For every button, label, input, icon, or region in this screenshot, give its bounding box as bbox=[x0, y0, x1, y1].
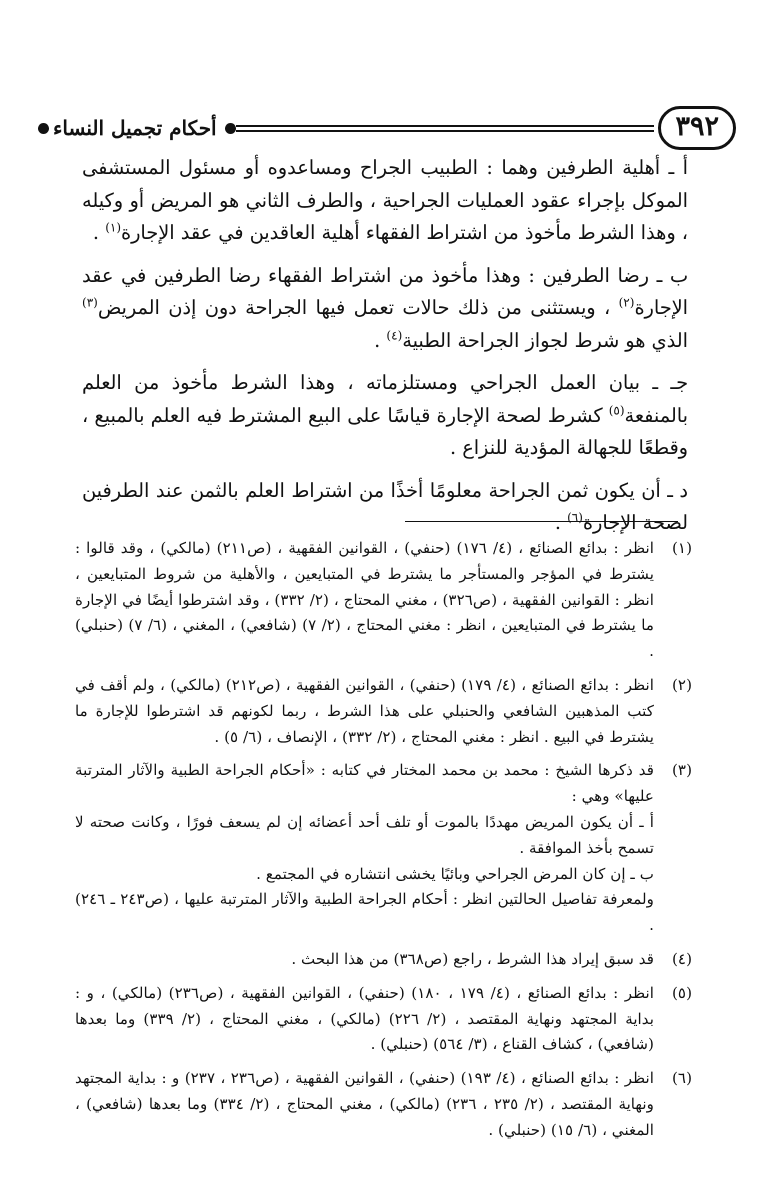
paragraph-text: أ ـ أهلية الطرفين وهما : الطبيب الجراح ومساعدوه أو مسئول المستشفى الموكل بإجراء عقود العمليات الجراحية ، والطرف الثاني هو المريض أو وكيله ، وهذا الشرط مأخوذ من اشتراط الفقهاء أهلية العاقدين في عقد الإجارة bbox=[82, 156, 688, 244]
footnote-line: ولمعرفة تفاصيل الحالتين انظر : أحكام الجراحة الطبية والآثار المترتبة عليها ، (ص٢٤٣ ـ ٢٤٦) . bbox=[75, 890, 654, 935]
footnote-6 bbox=[75, 1066, 692, 1143]
footnote-text bbox=[75, 758, 654, 939]
footnote-line: ب ـ إن كان المرض الجراحي وبائيًا يخشى انتشاره في المجتمع . bbox=[256, 864, 654, 883]
page-number: ٣٩٢ bbox=[658, 106, 736, 150]
paragraph-tail: . bbox=[554, 511, 568, 534]
paragraph-tail: . bbox=[92, 221, 106, 244]
footnote-ref: (٥) bbox=[608, 403, 625, 418]
footnote-text bbox=[75, 673, 654, 750]
footnote-number: (٣) bbox=[671, 761, 692, 780]
footnote-number: (٢) bbox=[671, 675, 692, 694]
footnote-ref: (٦) bbox=[567, 510, 583, 525]
footnote-text bbox=[75, 947, 654, 973]
footnote-line: انظر : بدائع الصنائع ، (٤/ ١٩٣) (حنفي) ، القوانين الفقهية ، (ص٢٣٦ ، ٢٣٧) و : بداية المجتهد ونهاية المقتصد ، (٢/ ٢٣٥ ، ٢٣٦) (مالكي) ، مغني المحتاج ، (٢/ ٣٣٤) وما بعدها (شافعي) ، المغني ، (٦/ ١٥) (حنبلي) . bbox=[75, 1069, 654, 1139]
paragraph-c bbox=[82, 367, 688, 465]
footnote-text bbox=[75, 981, 654, 1058]
page-header bbox=[38, 104, 736, 152]
paragraph-text: ب ـ رضا الطرفين : وهذا مأخوذ من اشتراط الفقهاء رضا الطرفين في عقد الإجارة bbox=[82, 263, 688, 319]
footnote-text bbox=[75, 536, 654, 665]
footnote-line: قد سبق إيراد هذا الشرط ، راجع (ص٣٦٨) من هذا البحث . bbox=[291, 949, 654, 968]
footnotes bbox=[75, 536, 692, 1152]
footnote-number: (٦) bbox=[671, 1069, 692, 1088]
paragraph-tail: . bbox=[374, 328, 387, 352]
footnote-line: أ ـ أن يكون المريض مهددًا بالموت أو تلف أحد أعضائه إن لم يسعف فورًا ، وكانت صحته لا تسمح بأخذ الموافقة . bbox=[75, 812, 654, 857]
paragraph-text: د ـ أن يكون ثمن الجراحة معلومًا أخذًا من اشتراط العلم بالثمن عند الطرفين لصحة الإجارة bbox=[82, 478, 688, 534]
footnote-4 bbox=[75, 947, 692, 973]
footnote-number: (٥) bbox=[671, 983, 692, 1002]
main-text bbox=[82, 152, 688, 550]
paragraph-tail: الذي هو شرط لجواز الجراحة الطبية bbox=[402, 328, 688, 352]
footnote-line: انظر : بدائع الصنائع ، (٤/ ١٧٩) (حنفي) ، القوانين الفقهية ، (ص٢١٢) (مالكي) ، ولم أقف في كتب المذهبين الشافعي والحنبلي على هذا الشرط ، ربما لكونهم قد اشترطوا للإجارة ما يشترط في البيع . انظر : مغني المحتاج ، (٢/ ٣٣٢) ، الإنصاف ، (٦/ ٥) . bbox=[75, 675, 654, 746]
paragraph-tail: ، ويستثنى من ذلك حالات تعمل فيها الجراحة دون إذن المريض bbox=[97, 296, 619, 319]
running-title: أحكام تجميل النساء bbox=[53, 116, 217, 140]
footnote-1 bbox=[75, 536, 692, 665]
bullet-dot bbox=[225, 123, 236, 134]
footnote-ref: (٤) bbox=[386, 328, 403, 343]
footnote-separator bbox=[405, 521, 678, 522]
footnote-line: انظر : بدائع الصنائع ، (٤/ ١٧٦) (حنفي) ، القوانين الفقهية ، (ص٢١١) (مالكي) ، وقد قالوا : يشترط في المؤجر والمستأجر ما يشترط في المتبايعين ، والأهلية من شروط المتبايعين ، انظر : القوانين الفقهية ، (ص٣٢٦) ، مغني المحتاج ، (٢/ ٣٣٢) ، وقد اشترطوا أيضًا في الإجارة ما يشترط في المتبايعين ، انظر : مغني المحتاج ، (٢/ ٧) (شافعي) ، المغني ، (٦/ ٧) (حنبلي) . bbox=[75, 539, 654, 661]
paragraph-b bbox=[82, 260, 688, 358]
footnote-5 bbox=[75, 981, 692, 1058]
footnote-line: قد ذكرها الشيخ : محمد بن محمد المختار في كتابه : «أحكام الجراحة الطبية والآثار المترتبة عليها» وهي : bbox=[75, 761, 654, 806]
header-rule bbox=[225, 123, 655, 134]
footnote-number: (٤) bbox=[671, 949, 692, 968]
footnote-ref: (٢) bbox=[618, 295, 635, 310]
footnote-2 bbox=[75, 673, 692, 750]
paragraph-text: جـ ـ بيان العمل الجراحي ومستلزماته ، وهذا الشرط مأخوذ من العلم بالمنفعة bbox=[82, 371, 688, 427]
footnote-line: انظر : بدائع الصنائع ، (٤/ ١٧٩ ، ١٨٠) (حنفي) ، القوانين الفقهية ، (ص٢٣٦) (مالكي) ، و : بداية المجتهد ونهاية المقتصد ، (٢/ ٢٢٦) (مالكي) ، مغني المحتاج ، (٢/ ٣٣٩) وما بعدها (شافعي) ، كشاف القناع ، (٣/ ٥٦٤) (حنبلي) . bbox=[75, 983, 654, 1054]
paragraph-d bbox=[82, 475, 688, 540]
footnote-number: (١) bbox=[671, 539, 692, 557]
paragraph-a bbox=[82, 152, 688, 250]
footnote-3 bbox=[75, 758, 692, 939]
double-rule bbox=[236, 125, 655, 132]
paragraph-tail: كشرط لصحة الإجارة قياسًا على البيع المشترط فيه العلم بالمبيع ، وقطعًا للجهالة المؤدية للنزاع . bbox=[82, 403, 688, 459]
footnote-ref: (٣) bbox=[82, 295, 98, 310]
footnote-ref: (١) bbox=[105, 220, 122, 235]
footnote-text bbox=[75, 1066, 654, 1143]
bullet-dot bbox=[38, 123, 49, 134]
